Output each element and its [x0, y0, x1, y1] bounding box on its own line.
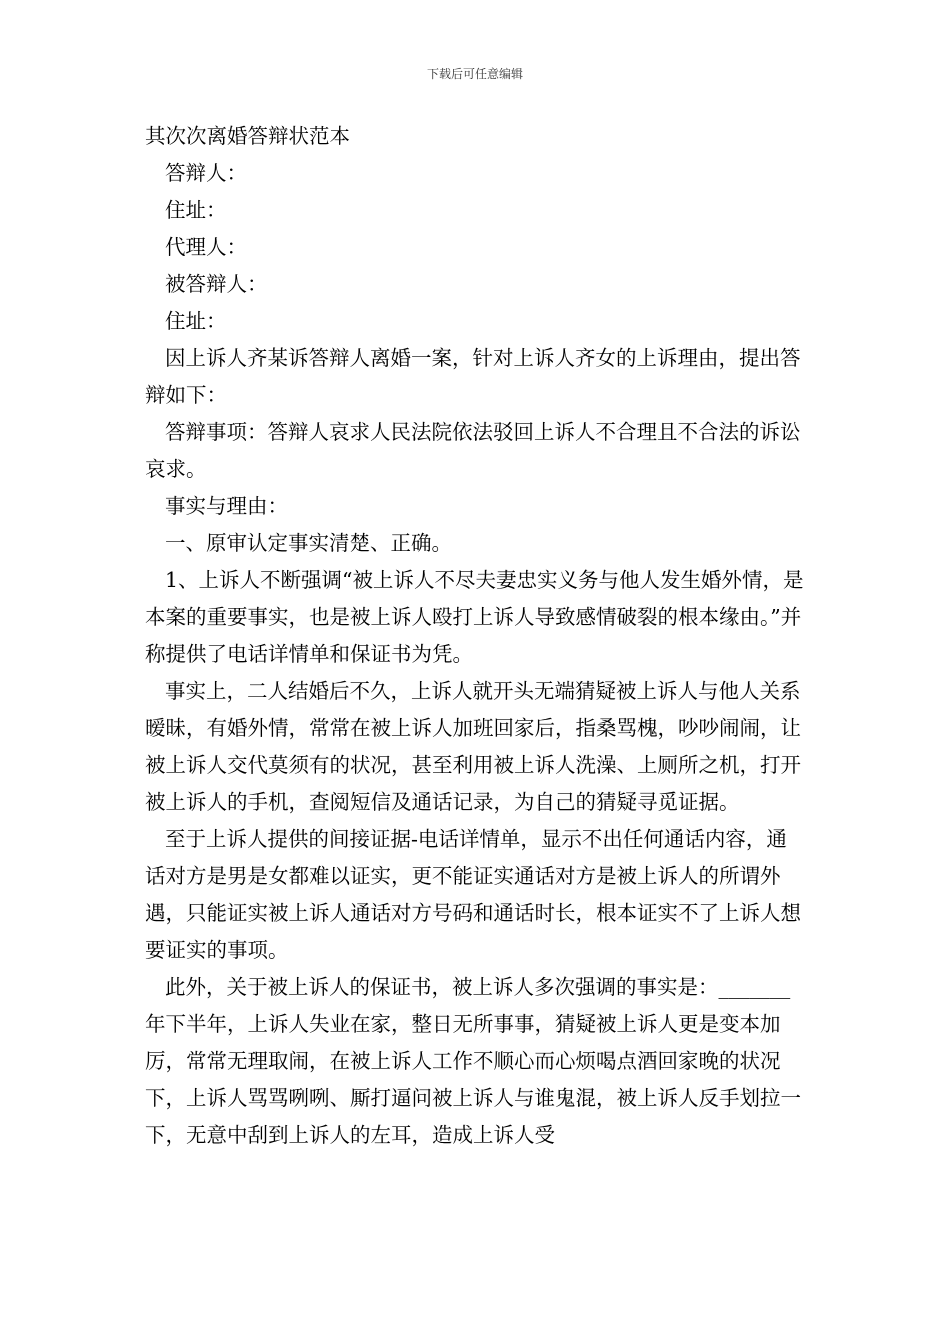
respondent-line: 答辩人： — [165, 161, 247, 185]
document-body — [145, 118, 807, 1154]
point-one-paragraph: 1、上诉人不断强调“被上诉人不尽夫妻忠实义务与他人发生婚外情，是本案的重要事实，也是被上诉人殴打上诉人导致感情破裂的根本缘由。”并称提供了电话详情单和保证书为凭。 — [145, 568, 804, 666]
agent-line: 代理人： — [165, 235, 247, 259]
appellant-line: 被答辩人： — [165, 272, 268, 296]
section-one-heading: 一、原审认定事实清楚、正确。 — [165, 531, 452, 555]
defense-request-paragraph: 答辩事项：答辩人哀求人民法院依法驳回上诉人不合理且不合法的诉讼哀求。 — [145, 420, 801, 481]
appellant-address-line: 住址： — [165, 309, 227, 333]
facts-paragraph: 事实上，二人结婚后不久，上诉人就开头无端猜疑被上诉人与他人关系暧昧，有婚外情，常常在被上诉人加班回家后，指桑骂槐，吵吵闹闹，让被上诉人交代莫须有的状况，甚至利用被上诉人洗澡、上厕所之机，打开被上诉人的手机，查阅短信及通话记录，为自己的猜疑寻觅证据。 — [145, 679, 801, 814]
respondent-address-line: 住址： — [165, 198, 227, 222]
case-intro-paragraph: 因上诉人齐某诉答辩人离婚一案，针对上诉人齐女的上诉理由，提出答辩如下： — [145, 346, 801, 407]
facts-heading: 事实与理由： — [165, 494, 288, 518]
evidence-paragraph: 至于上诉人提供的间接证据-电话详情单，显示不出任何通话内容，通话对方是男是女都难以证实，更不能证实通话对方是被上诉人的所谓外遇，只能证实被上诉人通话对方号码和通话时长，根本证实不了上诉人想要证实的事项。 — [145, 827, 801, 962]
document-title: 其次次离婚答辩状范本 — [145, 124, 350, 148]
page-header-note: 下载后可任意编辑 — [426, 67, 523, 81]
guarantee-paragraph: 此外，关于被上诉人的保证书，被上诉人多次强调的事实是：_______年下半年，上诉人失业在家，整日无所事事，猜疑被上诉人更是变本加厉，常常无理取闹，在被上诉人工作不顺心而心烦喝点酒回家晚的状况下，上诉人骂骂咧咧、厮打逼问被上诉人与谁鬼混，被上诉人反手划拉一下，无意中刮到上诉人的左耳，造成上诉人受 — [145, 975, 801, 1147]
